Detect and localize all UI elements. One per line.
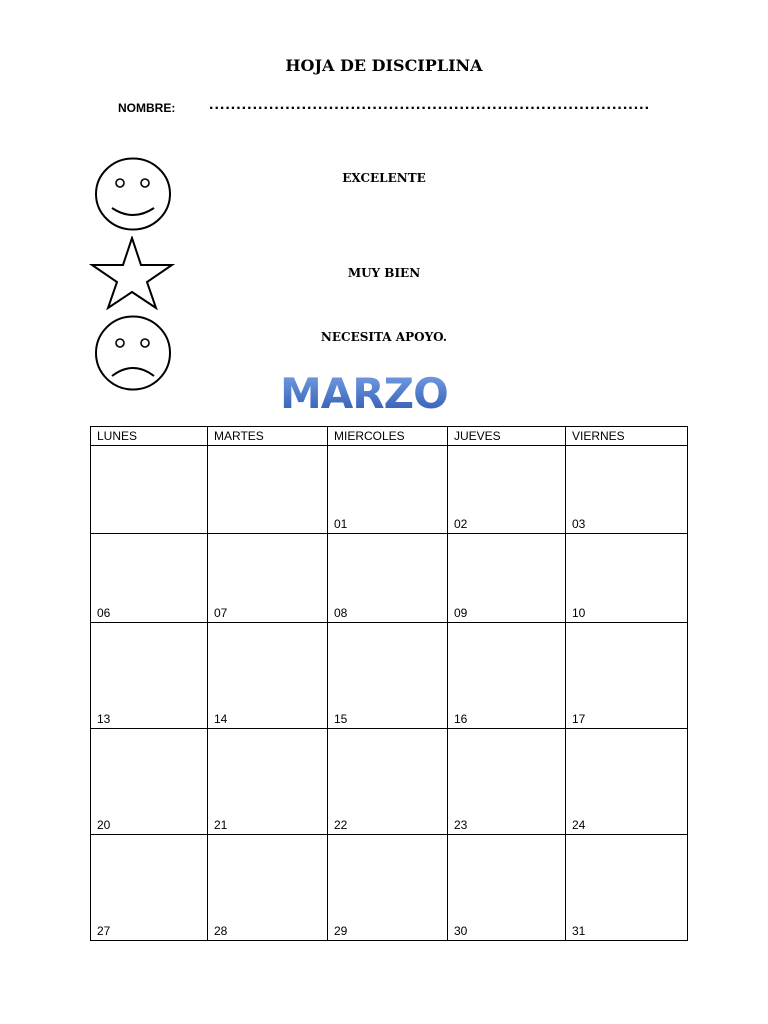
day-cell[interactable] <box>91 446 208 534</box>
day-cell[interactable]: 23 <box>448 729 566 835</box>
calendar-week-row <box>91 534 688 623</box>
day-cell[interactable]: 22 <box>328 729 448 835</box>
name-field[interactable]: ................................................................................. <box>209 96 651 113</box>
calendar-week-row <box>91 729 688 835</box>
day-cell[interactable]: 02 <box>448 446 566 534</box>
day-cell[interactable]: 06 <box>91 534 208 623</box>
day-cell[interactable]: 28 <box>208 835 328 941</box>
day-cell[interactable]: 10 <box>566 534 688 623</box>
calendar-week-row <box>91 835 688 941</box>
day-cell[interactable]: 07 <box>208 534 328 623</box>
day-cell[interactable]: 08 <box>328 534 448 623</box>
day-cell[interactable] <box>208 446 328 534</box>
calendar-week-row <box>91 623 688 729</box>
header-thursday: JUEVES <box>448 427 566 446</box>
calendar-week-row <box>91 446 688 534</box>
day-cell[interactable]: 30 <box>448 835 566 941</box>
day-cell[interactable]: 09 <box>448 534 566 623</box>
day-cell[interactable]: 27 <box>91 835 208 941</box>
name-label: NOMBRE: <box>118 101 176 115</box>
month-title: MARZO <box>280 369 448 418</box>
day-cell[interactable]: 13 <box>91 623 208 729</box>
day-cell[interactable]: 21 <box>208 729 328 835</box>
legend-label-very-good: MUY BIEN <box>347 266 421 280</box>
legend-label-excellent: EXCELENTE <box>342 171 426 185</box>
header-friday: VIERNES <box>566 427 688 446</box>
header-monday: LUNES <box>91 427 208 446</box>
day-cell[interactable]: 20 <box>91 729 208 835</box>
calendar-table <box>90 426 688 941</box>
header-tuesday: MARTES <box>208 427 328 446</box>
page-title: HOJA DE DISCIPLINA <box>285 56 483 75</box>
day-cell[interactable]: 01 <box>328 446 448 534</box>
calendar-header-row <box>91 427 688 446</box>
header-wednesday: MIERCOLES <box>328 427 448 446</box>
day-cell[interactable]: 24 <box>566 729 688 835</box>
day-cell[interactable]: 03 <box>566 446 688 534</box>
day-cell[interactable]: 31 <box>566 835 688 941</box>
day-cell[interactable]: 16 <box>448 623 566 729</box>
day-cell[interactable]: 15 <box>328 623 448 729</box>
sad-face-icon <box>94 314 172 392</box>
day-cell[interactable]: 29 <box>328 835 448 941</box>
day-cell[interactable]: 17 <box>566 623 688 729</box>
legend-label-needs-support: NECESITA APOYO. <box>320 330 448 344</box>
day-cell[interactable]: 14 <box>208 623 328 729</box>
smiley-face-icon <box>94 156 172 232</box>
